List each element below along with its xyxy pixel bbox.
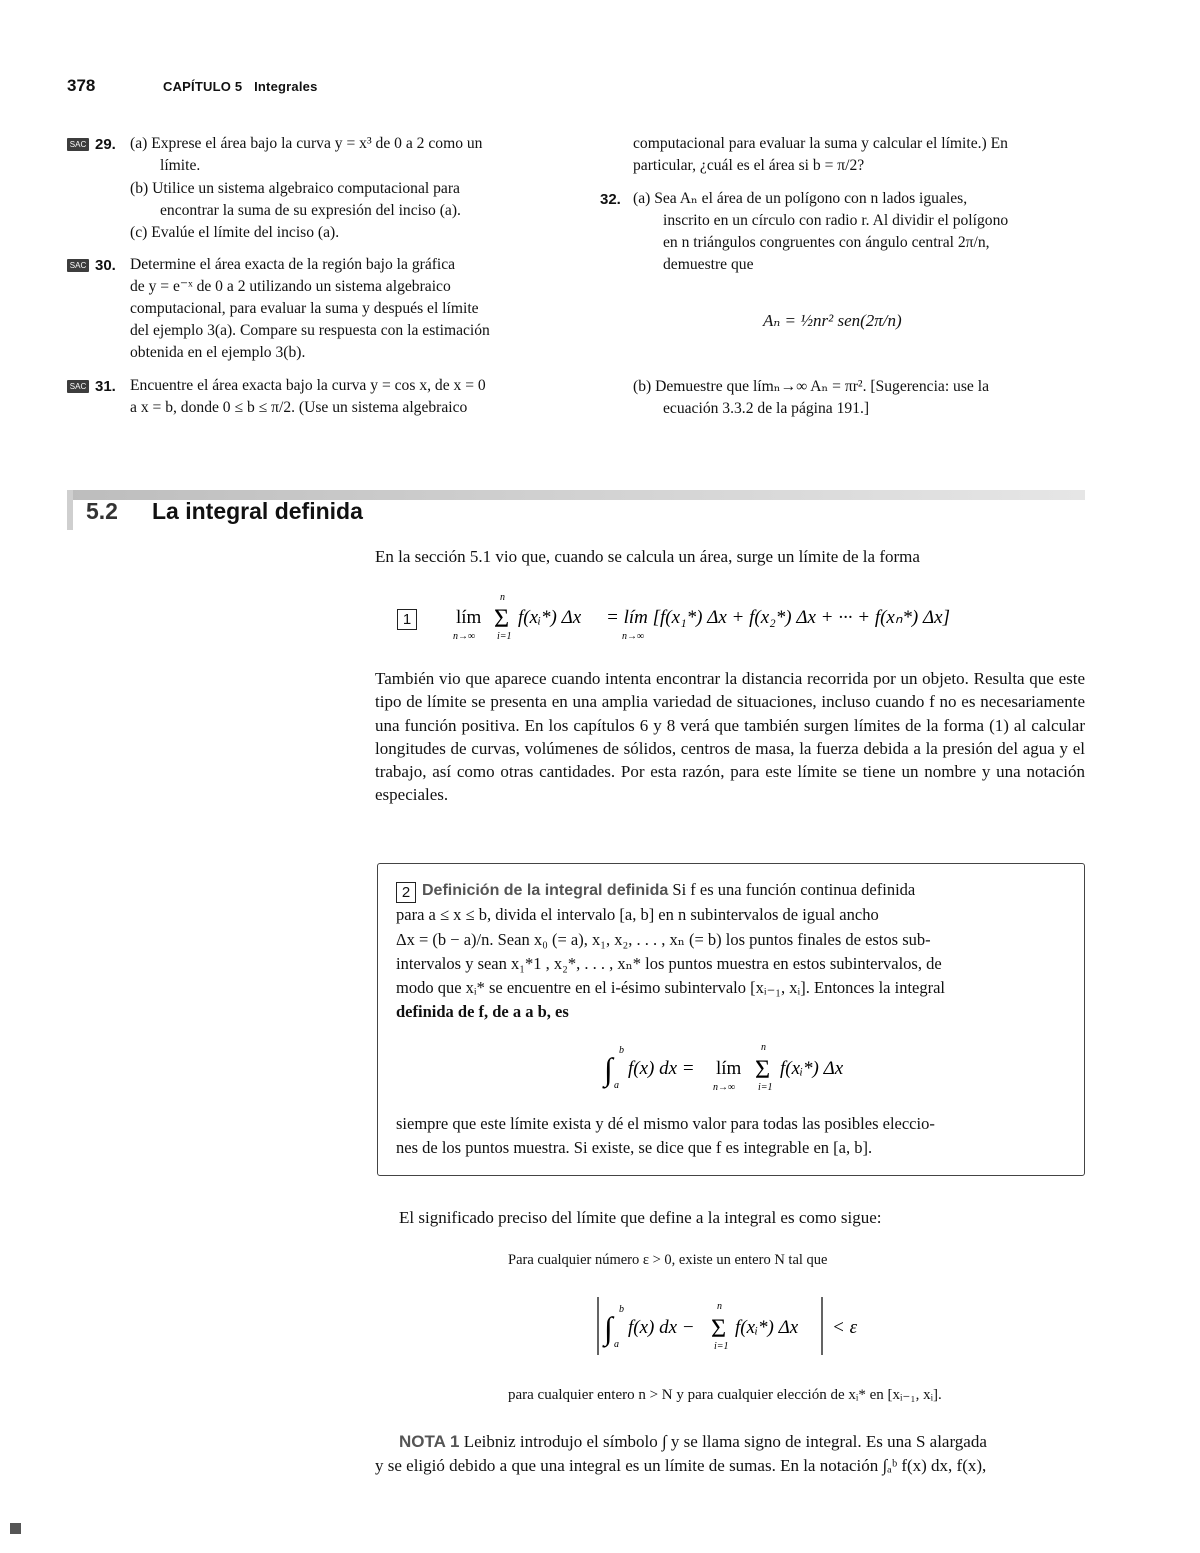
sac-badge-icon: SAC: [67, 380, 89, 393]
nota-label: NOTA 1: [399, 1432, 460, 1451]
definition-line: modo que xᵢ* se encuentre en el i-ésimo subintervalo [xᵢ₋₁, xᵢ]. Entonces la integral: [396, 978, 946, 998]
for-line: para cualquier entero n > N y para cualquier elección de xᵢ* en [xᵢ₋₁, xᵢ].: [508, 1387, 942, 1403]
section-number: 5.2: [86, 498, 118, 524]
ex32-part-b: (b) Demuestre que límₙ→∞ Aₙ = πr². [Sugerencia: use la: [633, 378, 989, 395]
intro-text: En la sección 5.1 vio que, cuando se calcula un área, surge un límite de la forma: [375, 547, 920, 566]
chapter-title: Integrales: [254, 79, 318, 94]
integral-lower: a: [614, 1080, 619, 1091]
exercise-number-30: 30.: [95, 257, 116, 274]
integral-symbol: ∫: [604, 1310, 613, 1346]
section-rule-side: [67, 490, 73, 530]
svg-text:f(x) dx −: f(x) dx −: [628, 1317, 695, 1338]
meaning-text: El significado preciso del límite que define a la integral es como sigue:: [399, 1208, 882, 1227]
definition-title: Definición de la integral definida: [422, 882, 669, 899]
definition-line: nes de los puntos muestra. Si existe, se dice que f es integrable en [a, b].: [396, 1138, 873, 1158]
ex32-part-a-cont: en n triángulos congruentes con ángulo central 2π/n,: [663, 234, 990, 251]
ex29-part-a: (a) Exprese el área bajo la curva y = x³ de 0 a 2 como un: [130, 135, 483, 152]
svg-text:f(xᵢ*) Δx: f(xᵢ*) Δx: [780, 1058, 844, 1079]
section-title: La integral definida: [152, 498, 363, 524]
footer-mark-icon: [10, 1523, 21, 1534]
ex31-line: a x = b, donde 0 ≤ b ≤ π/2. (Use un sistema algebraico: [130, 399, 468, 416]
definition-line: Δx = (b − a)/n. Sean x₀ (= a), x₁, x₂, . . . , xₙ (= b) los puntos finales de estos sub-: [396, 929, 931, 949]
ex32-part-a-cont: inscrito en un círculo con radio r. Al dividir el polígono: [663, 212, 1009, 229]
integral-symbol: ∫: [604, 1051, 613, 1087]
ex32-part-a-cont: demuestre que: [663, 256, 754, 273]
exercise-number-31: 31.: [95, 378, 116, 395]
definition-trailer: [396, 1112, 935, 1161]
definition-line: Si f es una función continua definida: [672, 880, 916, 899]
definition-line: siempre que este límite exista y dé el mismo valor para todas las posibles eleccio-: [396, 1114, 935, 1133]
ex30-line: del ejemplo 3(a). Compare su respuesta con la estimación: [130, 322, 490, 339]
ex32-part-b-cont: ecuación 3.3.2 de la página 191.]: [663, 400, 870, 417]
ex31-line: computacional para evaluar la suma y calcular el límite.) En: [633, 135, 1008, 152]
sum-upper: n: [717, 1301, 722, 1312]
ex29-part-b: (b) Utilice un sistema algebraico computacional para: [130, 180, 460, 197]
lim-subscript: n→∞: [622, 631, 645, 642]
lim-symbol: lím: [716, 1058, 742, 1079]
equation-label-1: 1: [397, 609, 417, 630]
ex29-part-c: (c) Evalúe el límite del inciso (a).: [130, 224, 340, 241]
definition-line: definida de f, de a a b, es: [396, 1002, 569, 1022]
epsilon-formula: [592, 1295, 882, 1359]
body-paragraph: También vio que aparece cuando intenta encontrar la distancia recorrida por un objeto. Resulta que este tipo de límite se presenta en una amplia variedad de situaciones, incluso cuando f no es necesariamente una función positiva. En los capítulos 6 y 8 verá que también surgen límites de la forma (1) al calcular longitudes de curvas, volúmenes de sólidos, centros de masa, la fuerza debida a la presión del agua y el trabajo, así como otras cantidades. Por esta razón, para este límite se tiene un nombre y una notación especiales.: [375, 669, 1085, 805]
nota-line-1: [399, 1432, 987, 1452]
definition-content: [396, 878, 1066, 1025]
exercise-number-32: 32.: [600, 191, 621, 208]
sum-upper: n: [761, 1042, 766, 1053]
svg-text:f(xᵢ*) Δx: f(xᵢ*) Δx: [735, 1317, 799, 1338]
integral-lower: a: [614, 1339, 619, 1350]
sum-lower: i=1: [758, 1082, 773, 1093]
equation-1: [450, 590, 1010, 642]
sum-lower: i=1: [497, 631, 512, 642]
definition-formula: [600, 1040, 870, 1096]
nota-text: Leibniz introdujo el símbolo ∫ y se llama signo de integral. Es una S alargada: [463, 1432, 987, 1451]
definition-line: intervalos y sean x₁*1 , x₂*, . . . , xₙ* los puntos muestra en estos subintervalos, de: [396, 953, 942, 973]
ex31-line: particular, ¿cuál es el área si b = π/2?: [633, 157, 865, 174]
ex30-line: Determine el área exacta de la región bajo la gráfica: [130, 256, 456, 273]
svg-text:f(x) dx =: f(x) dx =: [628, 1058, 695, 1079]
ex31-line: Encuentre el área exacta bajo la curva y = cos x, de x = 0: [130, 377, 486, 394]
definition-line: para a ≤ x ≤ b, divida el intervalo [a, b] en n subintervalos de igual ancho: [396, 905, 879, 925]
sum-symbol: Σ: [494, 604, 510, 633]
sum-lower: i=1: [714, 1341, 729, 1352]
svg-text:f(xᵢ*) Δx: f(xᵢ*) Δx: [518, 607, 582, 628]
ex29-part-a-cont: límite.: [160, 157, 201, 174]
lim-subscript: n→∞: [453, 631, 476, 642]
epsilon-line: Para cualquier número ε > 0, existe un entero N tal que: [508, 1252, 828, 1268]
sum-symbol: Σ: [755, 1055, 771, 1084]
ex32-formula: Aₙ = ½nr² sen(2π/n): [763, 311, 902, 330]
epsilon-bound: < ε: [832, 1317, 858, 1338]
ex32-part-a: (a) Sea Aₙ el área de un polígono con n lados iguales,: [633, 190, 968, 207]
ex30-line: de y = e⁻ˣ de 0 a 2 utilizando un sistema algebraico: [130, 278, 451, 295]
integral-upper: b: [619, 1304, 624, 1315]
ex30-line: computacional, para evaluar la suma y después el límite: [130, 300, 479, 317]
sac-badge-icon: SAC: [67, 138, 89, 151]
equation-1-rhs: = lím [f(x₁*) Δx + f(x₂*) Δx + ··· + f(xₙ*) Δx]: [606, 607, 950, 628]
chapter-label: CAPÍTULO 5: [163, 79, 243, 94]
sum-upper: n: [500, 592, 505, 603]
integral-upper: b: [619, 1045, 624, 1056]
sac-badge-icon: SAC: [67, 259, 89, 272]
lim-subscript: n→∞: [713, 1082, 736, 1093]
equation-label-2: 2: [396, 882, 416, 903]
exercise-number-29: 29.: [95, 136, 116, 153]
ex30-line: obtenida en el ejemplo 3(b).: [130, 344, 306, 361]
ex29-part-b-cont: encontrar la suma de su expresión del inciso (a).: [160, 202, 461, 219]
chapter-header: [163, 79, 318, 94]
lim-symbol: lím: [456, 607, 482, 628]
sum-symbol: Σ: [711, 1314, 727, 1343]
nota-line-2: y se eligió debido a que una integral es un límite de sumas. En la notación ∫ₐᵇ f(x) dx, f(x),: [375, 1456, 987, 1475]
page-number: 378: [67, 76, 96, 95]
